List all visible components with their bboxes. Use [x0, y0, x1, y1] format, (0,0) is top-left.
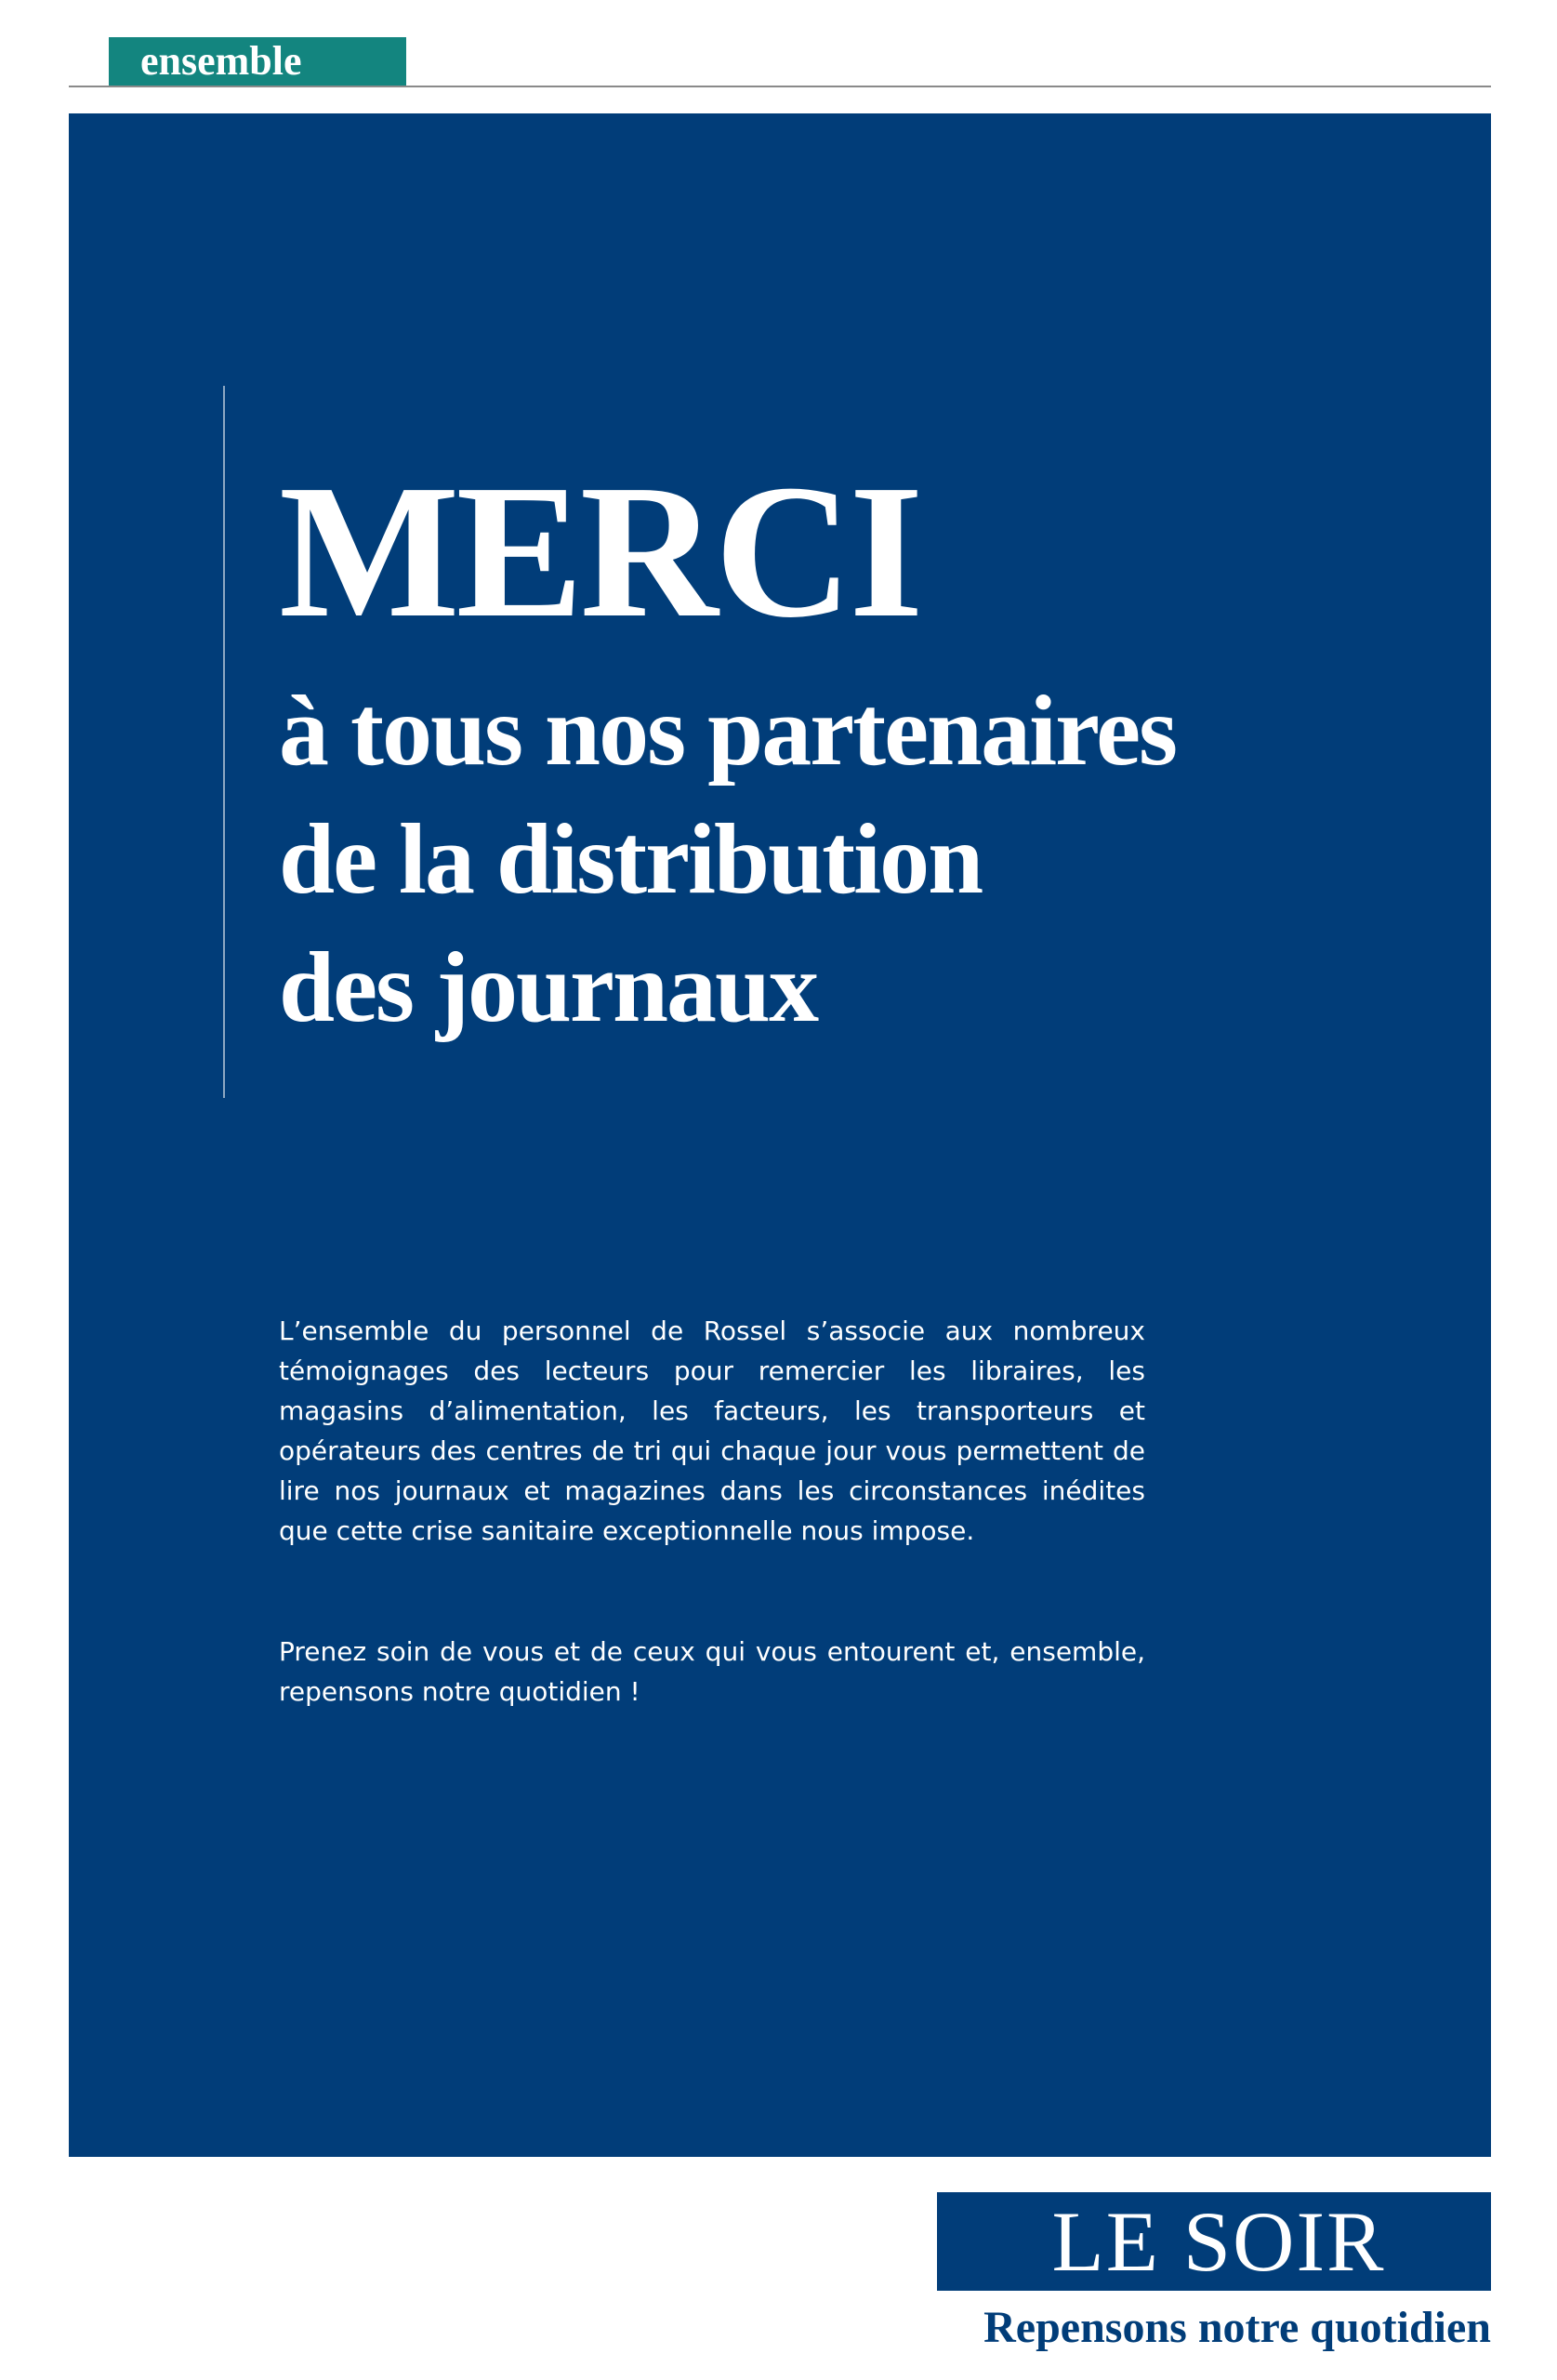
ad-panel [69, 113, 1491, 2157]
ad-subheadline-line: de la distribution [279, 804, 983, 915]
ad-subheadline [279, 668, 1176, 1052]
header-divider [69, 86, 1491, 87]
ad-headline: MERCI [279, 444, 920, 657]
ad-body-paragraph-2: Prenez soin de vous et de ceux qui vous entourent et, ensemble, repensons notre quotidien ! [279, 1636, 1145, 1707]
headline-accent-rule [223, 386, 225, 1098]
le-soir-logo: LE SOIR [937, 2192, 1491, 2291]
ad-subheadline-line: des journaux [279, 932, 818, 1043]
ad-body-paragraph-1: L’ensemble du personnel de Rossel s’associe aux nombreux témoignages des lecteurs pour remercier les libraires, les magasins d’alimentation, les facteurs, les transporteurs et opérateurs des centres de tri qui chaque jour vous permettent de lire nos journaux et magazines dans les circonstances inédites que cette crise sanitaire exceptionnelle nous impose. [279, 1316, 1145, 1546]
ad-subheadline-line: à tous nos partenaires [279, 676, 1177, 787]
brand-tagline: Repensons notre quotidien [983, 2303, 1491, 2352]
section-label: ensemble [109, 37, 406, 86]
